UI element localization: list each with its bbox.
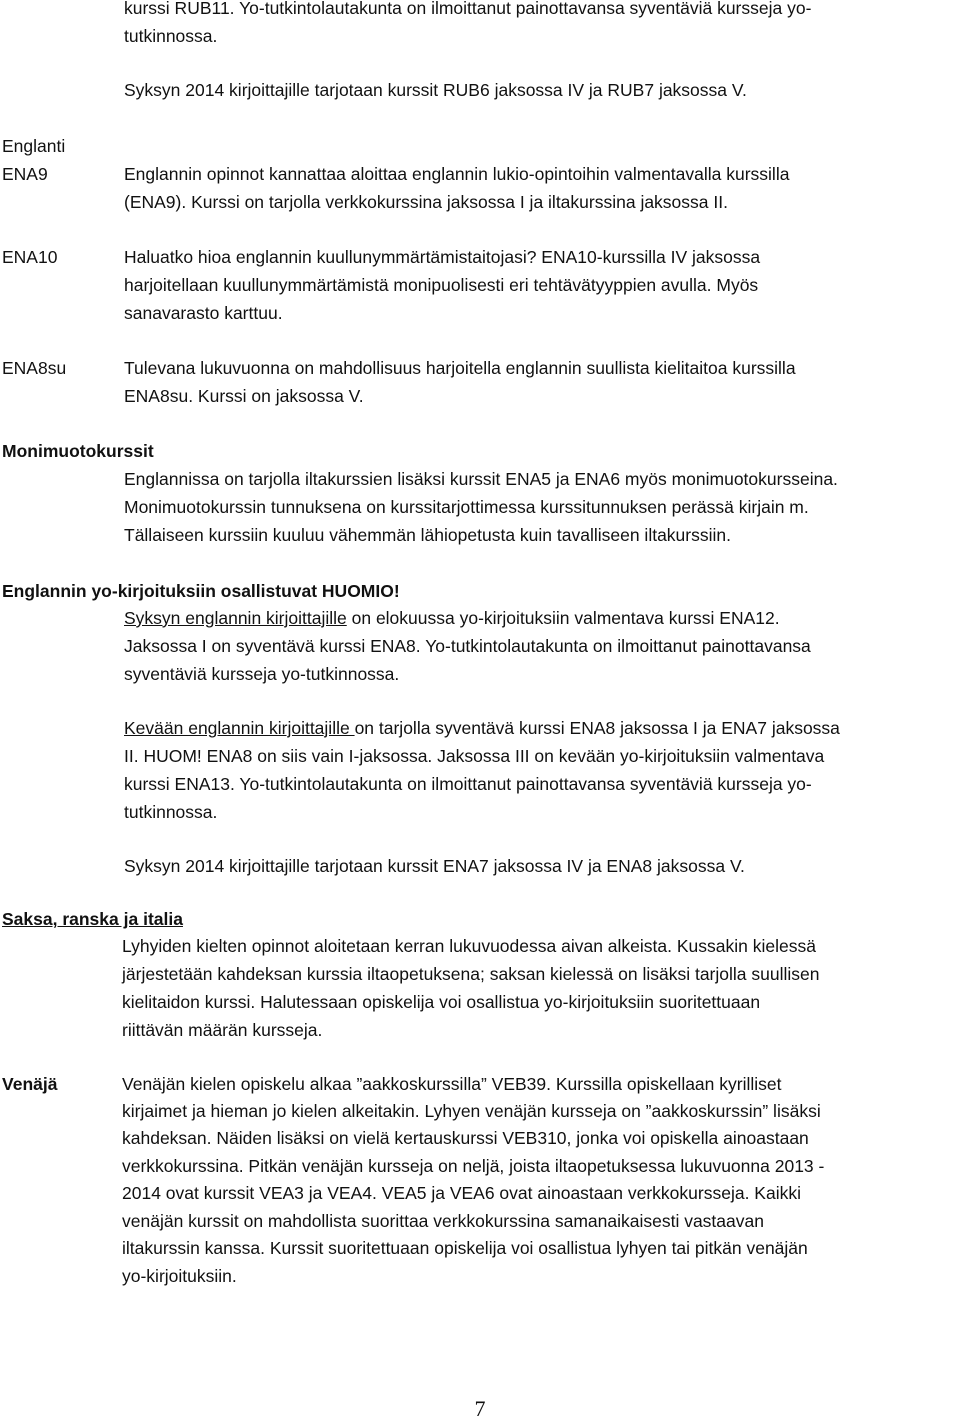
venaja-line-4: verkkokurssina. Pitkän venäjän kursseja on neljä, joista iltaopetuksessa lukuvuonna 2013 -: [122, 1156, 825, 1176]
yo-heading: Englannin yo-kirjoituksiin osallistuvat HUOMIO!: [2, 581, 400, 601]
venaja-line-3: kahdeksan. Näiden lisäksi on vielä kertauskurssi VEB310, jonka voi opiskella ainoastaan: [122, 1128, 809, 1148]
venaja-line-7: iltakurssin kanssa. Kurssit suoritettuaan opiskelija voi osallistua lyhyen tai pitkän venäjän: [122, 1238, 808, 1258]
page-number: 7: [474, 1396, 486, 1421]
ena10-line-2: harjoitellaan kuullunymmärtämistä monipuolisesti eri tehtävätyyppien avulla. Myös: [124, 275, 759, 295]
venaja-heading: Venäjä: [2, 1074, 58, 1094]
saksa-line-2: järjestetään kahdeksan kurssia iltaopetuksena; saksan kielessä on lisäksi tarjolla suullisen: [122, 964, 820, 984]
syksy-link: Syksyn englannin kirjoittajille: [124, 608, 347, 628]
monimuoto-line-2: Monimuotokurssin tunnuksena on kurssitarjottimessa kurssitunnuksen perässä kirjain m.: [124, 497, 809, 517]
kevat-rest: on tarjolla syventävä kurssi ENA8 jaksossa I ja ENA7 jaksossa: [354, 718, 840, 738]
monimuoto-heading: Monimuotokurssit: [2, 441, 154, 461]
ena10-line-1: Haluatko hioa englannin kuullunymmärtämistaitojasi? ENA10-kurssilla IV jaksossa: [124, 247, 761, 267]
saksa-heading: Saksa, ranska ja italia: [2, 909, 183, 929]
ena10-line-3: sanavarasto karttuu.: [124, 303, 283, 323]
ena8su-line-1: Tulevana lukuvuonna on mahdollisuus harjoitella englannin suullista kielitaitoa kurssilla: [124, 358, 796, 378]
yo-line-4: [124, 714, 840, 742]
monimuoto-line-3: Tällaiseen kurssiin kuuluu vähemmän lähiopetusta kuin tavalliseen iltakurssiin.: [124, 525, 731, 545]
ena8su-line-2: ENA8su. Kurssi on jaksossa V.: [124, 386, 364, 406]
syksy-rest: on elokuussa yo-kirjoituksiin valmentava kurssi ENA12.: [346, 608, 780, 628]
yo-line-7: tutkinnossa.: [124, 802, 218, 822]
top-line-3: Syksyn 2014 kirjoittajille tarjotaan kurssit RUB6 jaksossa IV ja RUB7 jaksossa V.: [124, 80, 747, 100]
venaja-line-1: Venäjän kielen opiskelu alkaa ”aakkoskurssilla” VEB39. Kurssilla opiskellaan kyrilliset: [122, 1074, 782, 1094]
yo-line-2: Jaksossa I on syventävä kurssi ENA8. Yo-tutkintolautakunta on ilmoittanut painottavansa: [124, 636, 811, 656]
venaja-line-2: kirjaimet ja hieman jo kielen alkeitakin. Lyhyen venäjän kursseja on ”aakkoskurssin” lisäksi: [122, 1101, 821, 1121]
venaja-line-6: venäjän kurssit on mahdollista suorittaa verkkokurssina samanaikaisesti vastaavan: [122, 1211, 764, 1231]
yo-line-5: II. HUOM! ENA8 on siis vain I-jaksossa. Jaksossa III on kevään yo-kirjoituksiin valmentava: [124, 746, 825, 766]
top-line-2: tutkinnossa.: [124, 26, 218, 46]
yo-line-1: [124, 604, 780, 632]
kevat-link: Kevään englannin kirjoittajille: [124, 718, 355, 738]
venaja-line-8: yo-kirjoituksiin.: [122, 1266, 237, 1286]
yo-line-6: kurssi ENA13. Yo-tutkintolautakunta on ilmoittanut painottavansa syventäviä kursseja yo-: [124, 774, 812, 794]
ena9-line-1: Englannin opinnot kannattaa aloittaa englannin lukio-opintoihin valmentavalla kurssilla: [124, 164, 790, 184]
saksa-line-1: Lyhyiden kielten opinnot aloitetaan kerran lukuvuodessa aivan alkeista. Kussakin kielessä: [122, 936, 816, 956]
ena9-line-2: (ENA9). Kurssi on tarjolla verkkokurssina jaksossa I ja iltakurssina jaksossa II.: [124, 192, 728, 212]
venaja-line-5: 2014 ovat kurssit VEA3 ja VEA4. VEA5 ja VEA6 ovat ainoastaan verkkokursseja. Kaikki: [122, 1183, 801, 1203]
saksa-line-3: kielitaidon kurssi. Halutessaan opiskelija voi osallistua yo-kirjoituksiin suoritettuaan: [122, 992, 761, 1012]
ena8su-label: ENA8su: [2, 358, 67, 378]
monimuoto-line-1: Englannissa on tarjolla iltakurssien lisäksi kurssit ENA5 ja ENA6 myös monimuotokursseina.: [124, 469, 838, 489]
ena9-label: ENA9: [2, 164, 48, 184]
ena10-label: ENA10: [2, 247, 58, 267]
top-line-1: kurssi RUB11. Yo-tutkintolautakunta on ilmoittanut painottavansa syventäviä kursseja yo-: [124, 0, 812, 18]
yo-line-8: Syksyn 2014 kirjoittajille tarjotaan kurssit ENA7 jaksossa IV ja ENA8 jaksossa V.: [124, 856, 745, 876]
englanti-heading: Englanti: [2, 136, 66, 156]
saksa-line-4: riittävän määrän kursseja.: [122, 1020, 323, 1040]
yo-line-3: syventäviä kursseja yo-tutkinnossa.: [124, 664, 400, 684]
